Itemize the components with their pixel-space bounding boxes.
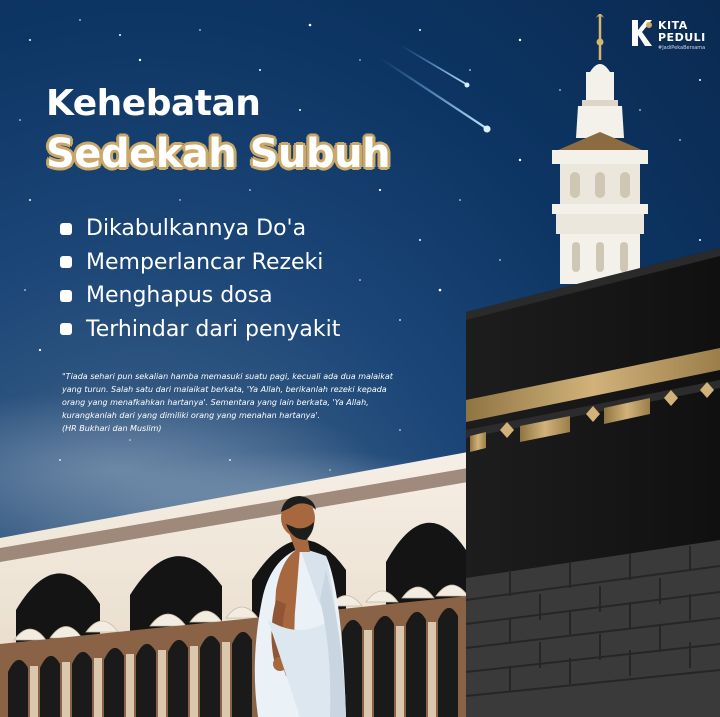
benefit-text: Menghapus dosa [86, 283, 273, 309]
kaaba [466, 248, 720, 717]
logo-text-kita: KITA [658, 19, 688, 32]
hadith-quote [62, 370, 422, 435]
benefit-item [60, 212, 340, 246]
bullet-icon [60, 290, 72, 302]
logo-text-peduli: PEDULI [658, 31, 706, 44]
quote-line: orang yang menafkahkan hartanya'. Sementara yang lain berkata, 'Ya Allah, [62, 398, 369, 407]
quote-source: (HR Bukhari dan Muslim) [62, 424, 162, 433]
logo [630, 16, 712, 56]
benefit-text: Terhindar dari penyakit [86, 316, 341, 342]
kita-peduli-mark-icon [630, 18, 654, 48]
benefit-text: Dikabulkannya Do'a [86, 216, 307, 242]
logo-tagline: #JadiPekaBersama [658, 45, 706, 51]
bullet-icon [60, 223, 72, 235]
benefit-text: Memperlancar Rezeki [86, 249, 324, 275]
quote-line: kurangkanlah dari yang dimiliki orang yang menahan hartanya'. [62, 411, 321, 420]
benefits-list [60, 212, 340, 346]
benefit-item [60, 246, 340, 280]
bullet-icon [60, 323, 72, 335]
title-line-2: Sedekah Subuh [46, 131, 391, 177]
quote-line: "Tiada sehari pun sekalian hamba memasuki suatu pagi, kecuali ada dua malaikat [62, 372, 393, 381]
title-line-1: Kehebatan [46, 83, 261, 124]
bullet-icon [60, 256, 72, 268]
quote-line: yang turun. Salah satu dari malaikat berkata, 'Ya Allah, berikanlah rezeki kepada [62, 385, 387, 394]
benefit-item [60, 313, 340, 347]
meteors [380, 45, 491, 133]
benefit-item [60, 279, 340, 313]
